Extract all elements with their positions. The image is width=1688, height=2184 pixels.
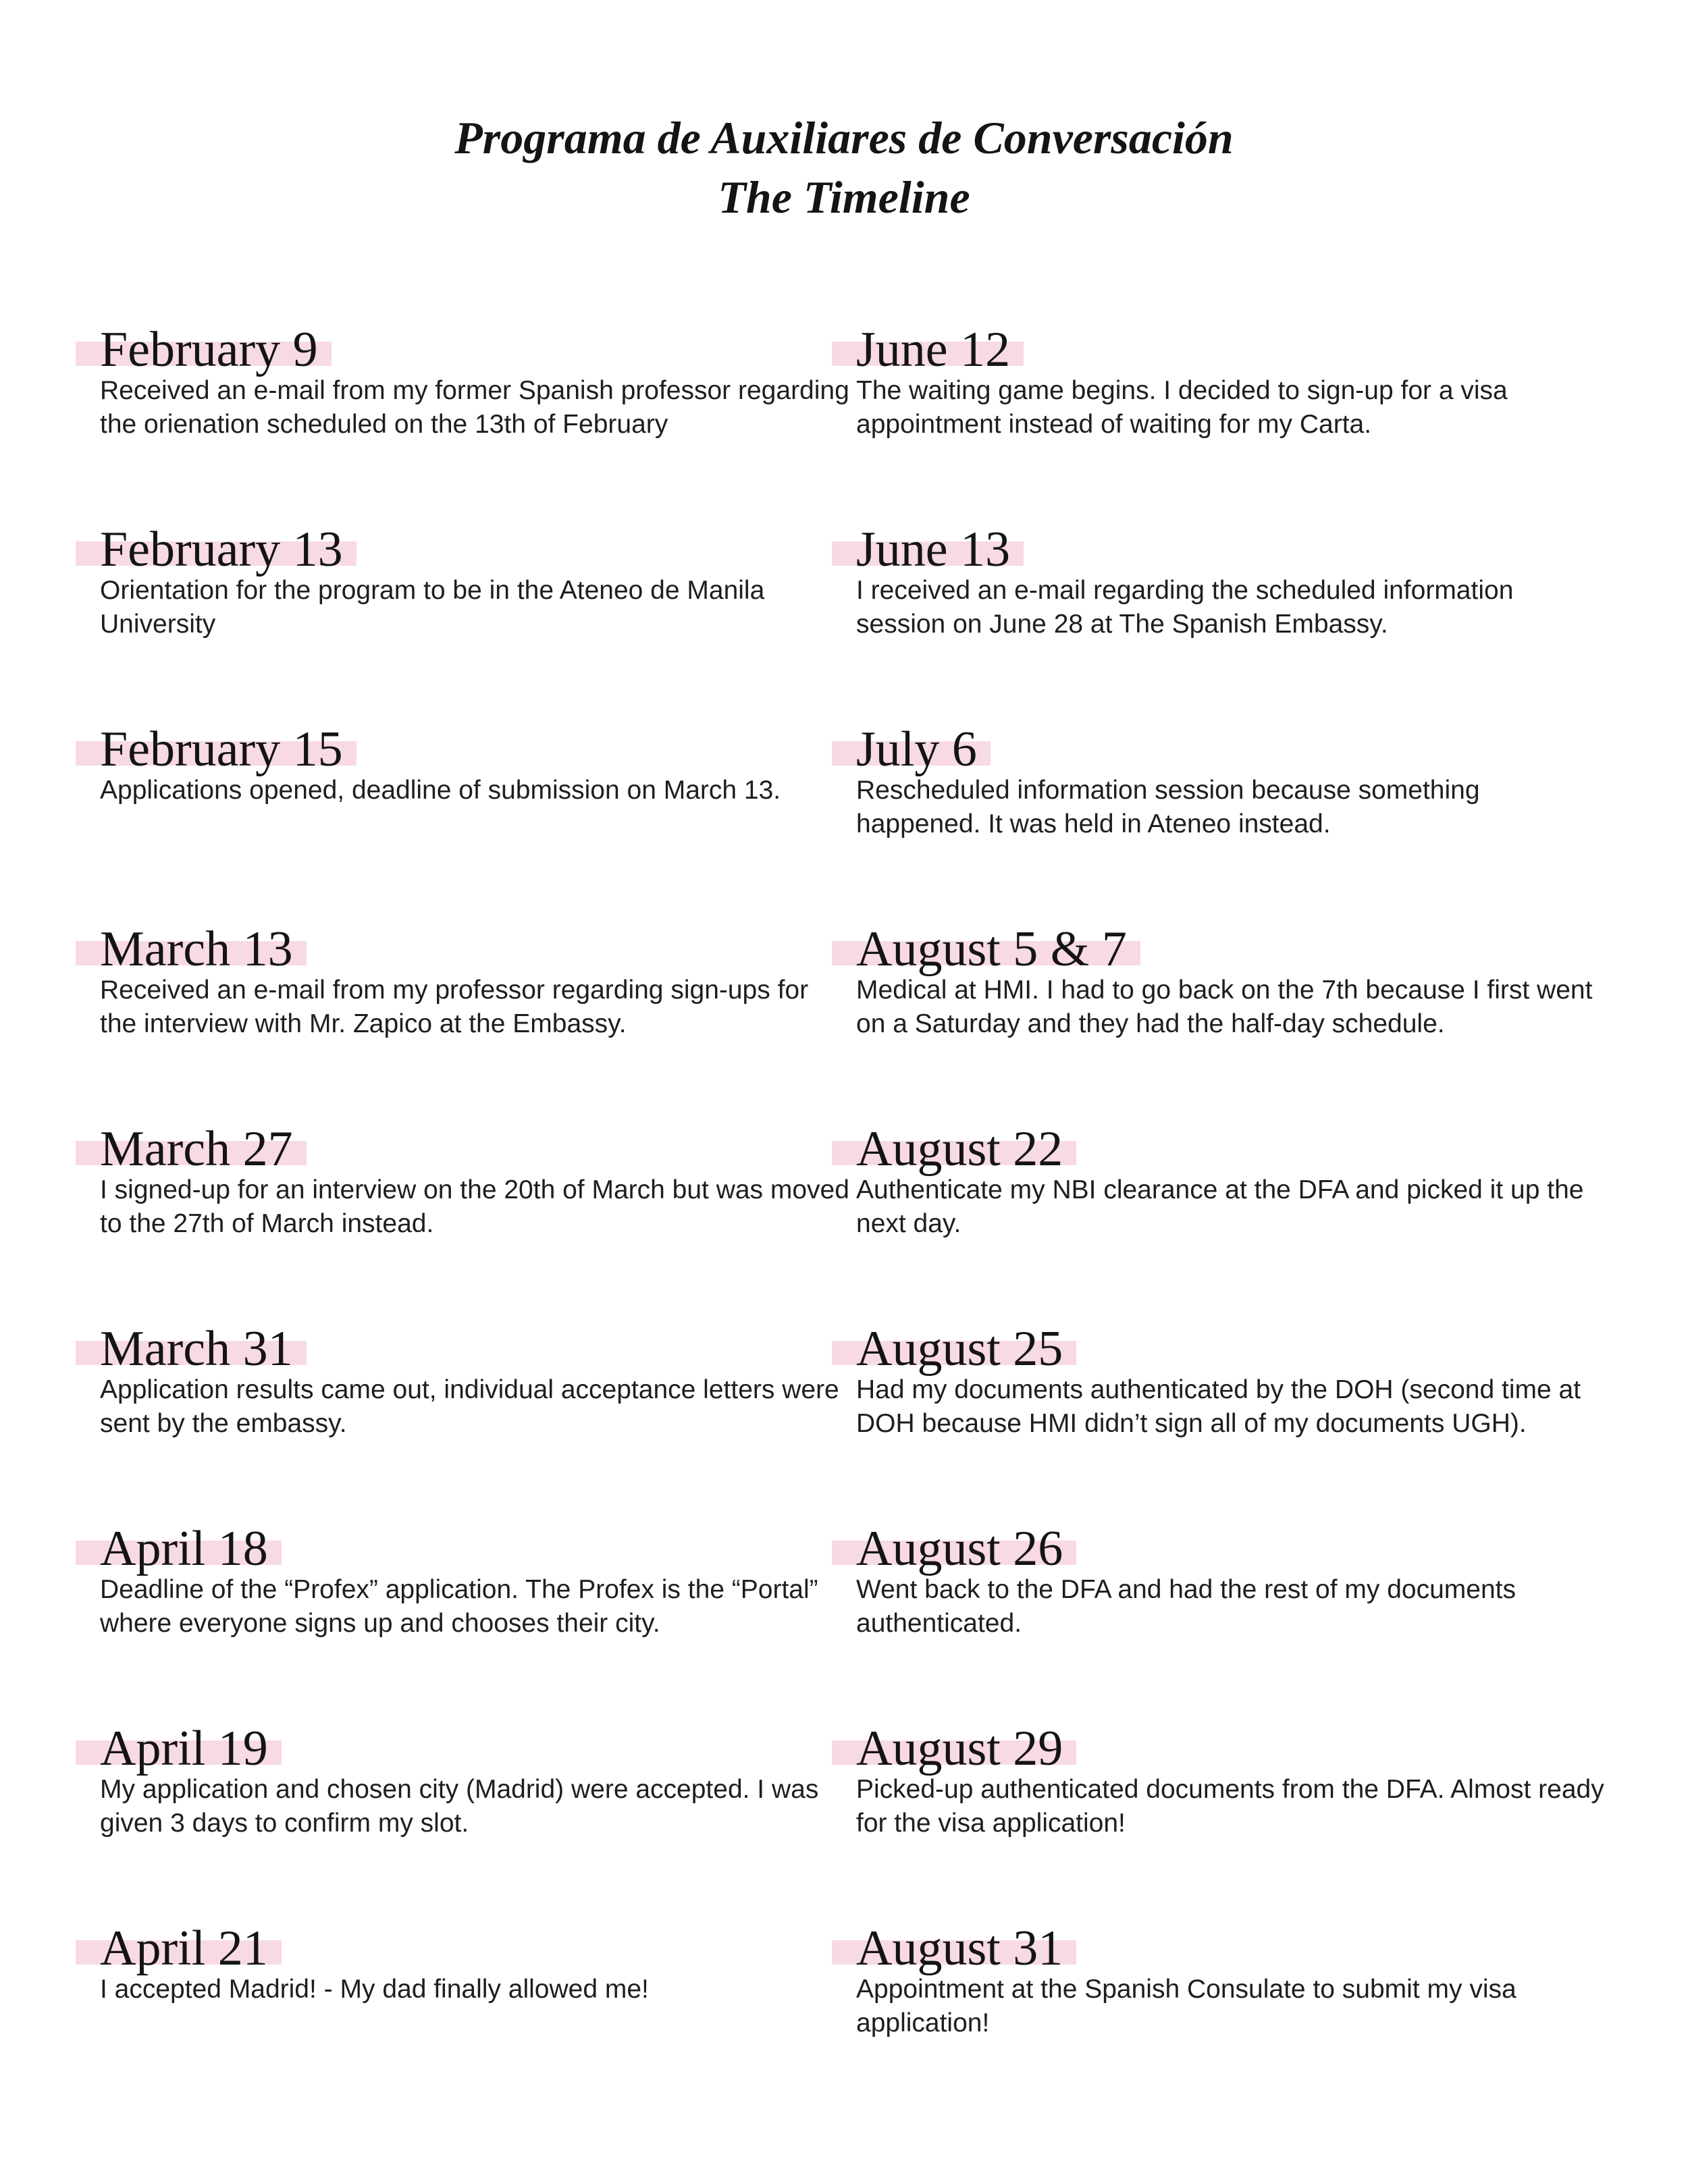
entry-text: Authenticate my NBI clearance at the DFA and picked it up the next day. [856,1175,1584,1238]
entry-date: March 31 [76,1322,307,1376]
entry-text: Rescheduled information session because something happened. It was held in Ateneo instead. [856,776,1480,838]
timeline-entry [76,1522,839,1641]
timeline-entry [832,1721,1604,1840]
timeline-entry [76,722,839,807]
entry-date: August 5 & 7 [832,922,1140,976]
entry-date: August 25 [832,1322,1076,1376]
entry-text: The waiting game begins. I decided to sign-up for a visa appointment instead of waiting for my Carta. [856,376,1508,439]
timeline-entry [832,323,1595,442]
entry-date: August 26 [832,1522,1076,1576]
entry-date: February 13 [76,523,357,577]
entry-text: Orientation for the program to be in the Ateneo de Manila University [100,576,765,639]
timeline-entry [832,1322,1595,1441]
entry-date: April 19 [76,1722,282,1776]
entry-date: April 21 [76,1921,282,1975]
timeline-entry [832,523,1595,641]
entry-date: March 27 [76,1122,307,1176]
timeline-entry [832,722,1595,841]
entry-date: August 29 [832,1722,1076,1776]
page-title [0,108,1688,227]
timeline-entry [832,1921,1595,2040]
entry-text: Appointment at the Spanish Consulate to submit my visa application! [856,1975,1516,2037]
entry-text: I signed-up for an interview on the 20th of March but was moved to the 27th of March instead. [100,1175,849,1238]
entry-text: Had my documents authenticated by the DOH (second time at DOH because HMI didn’t sign all of my documents UGH). [856,1375,1581,1438]
entry-text: I received an e-mail regarding the scheduled information session on June 28 at The Spanish Embassy. [856,576,1514,639]
entry-date: June 13 [832,523,1024,577]
entry-text: Deadline of the “Profex” application. The Profex is the “Portal” where everyone signs up and chooses their city. [100,1575,818,1638]
timeline-entry [76,1121,849,1241]
entry-date: April 18 [76,1522,282,1576]
timeline-entry [76,322,849,442]
title-program: Programa de Auxiliares de Conversación [433,108,1255,167]
entry-date: February 9 [76,323,332,377]
entry-text: Received an e-mail from my professor regarding sign-ups for the interview with Mr. Zapico at the Embassy. [100,976,809,1038]
timeline-entry [76,1921,839,2006]
timeline-entry [832,1522,1595,1641]
entry-date: August 22 [832,1122,1076,1176]
timeline-entry [76,523,839,641]
timeline-entry [76,1722,839,1840]
timeline-entry [76,922,839,1041]
entry-text: Picked-up authenticated documents from the DFA. Almost ready for the visa application! [856,1775,1604,1838]
entry-text: Applications opened, deadline of submission on March 13. [100,776,781,805]
title-line-1 [0,108,1688,167]
entry-date: March 13 [76,922,307,976]
entry-text: Went back to the DFA and had the rest of my documents authenticated. [856,1575,1516,1638]
entry-date: August 31 [832,1921,1076,1975]
title-timeline: The Timeline [696,167,991,227]
entry-text: I accepted Madrid! - My dad finally allowed me! [100,1975,649,2004]
entry-text: Medical at HMI. I had to go back on the 7th because I first went on a Saturday and they had the half-day schedule. [856,976,1593,1038]
entry-date: February 15 [76,722,357,776]
entry-date: June 12 [832,323,1024,377]
timeline-entry [832,1122,1595,1241]
timeline-entry [832,922,1595,1041]
entry-text: Received an e-mail from my former Spanish professor regarding the orienation scheduled on the 13th of February [100,376,849,439]
entry-date: July 6 [832,722,991,776]
timeline-entry [76,1322,839,1441]
entry-text: My application and chosen city (Madrid) were accepted. I was given 3 days to confirm my slot. [100,1775,819,1838]
entry-text: Application results came out, individual acceptance letters were sent by the embassy. [100,1375,839,1438]
title-line-2 [0,167,1688,227]
